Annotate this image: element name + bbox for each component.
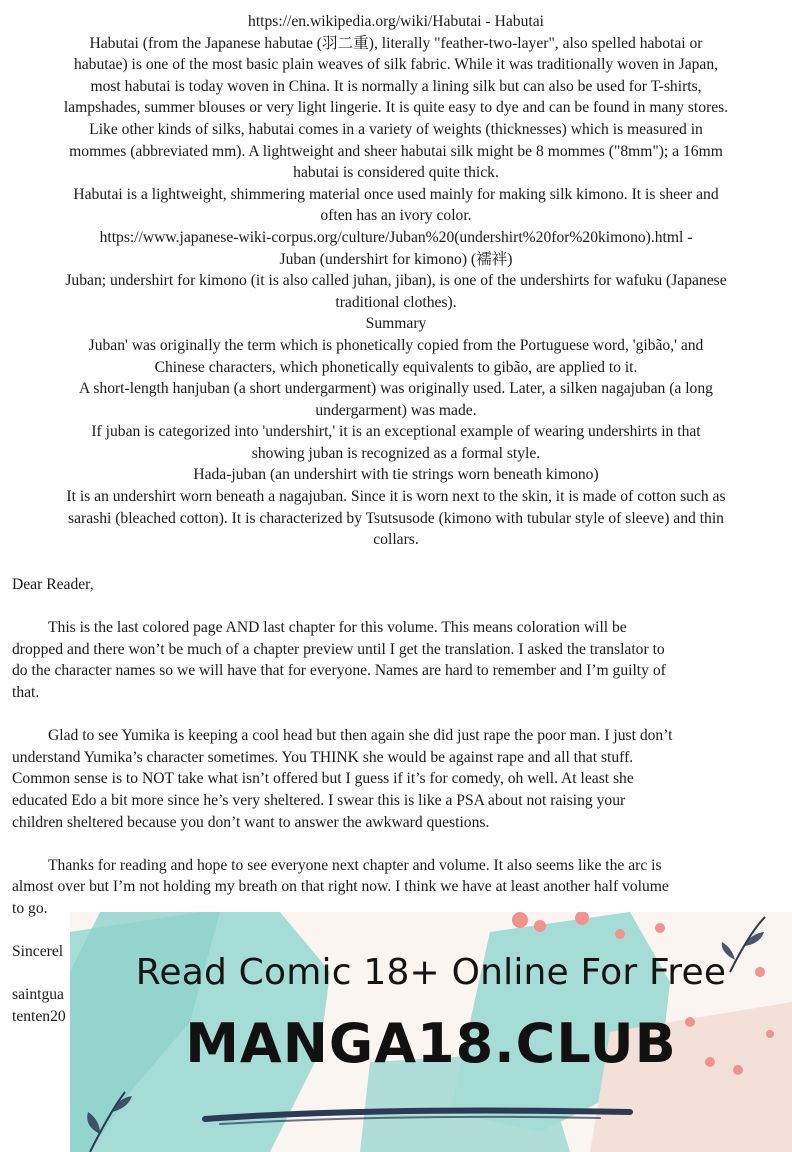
habutai-source-link[interactable]: https://en.wikipedia.org/wiki/Habutai - Habutai: [248, 13, 544, 30]
paragraph-gap: [12, 704, 780, 726]
letter-line: dropped and there won’t be much of a chapter preview until I get the translation. I asked the translator to: [12, 640, 665, 658]
juban-heading: Juban (undershirt for kimono) (襦袢): [279, 250, 513, 268]
text-line: most habutai is today woven in China. It is normally a lining silk but can also be used for T-shirts,: [90, 77, 702, 95]
letter-line: educated Edo a bit more since he’s very sheltered. I swear this is like a PSA about not raising your: [12, 791, 626, 809]
letter-line: do the character names so we will have that for everyone. Names are hard to remember and I’m guilty of: [12, 662, 666, 680]
text-line: Juban' was originally the term which is phonetically copied from the Portuguese word, 'gibão,' and: [88, 336, 704, 354]
text-line: lampshades, summer blouses or very light lingerie. It is quite easy to dye and can be found in many stores.: [63, 99, 729, 117]
text-line: traditional clothes).: [335, 293, 457, 311]
letter-line: to go.: [12, 899, 48, 917]
text-line: undergarment) was made.: [315, 401, 477, 419]
text-line: often has an ivory color.: [320, 207, 472, 225]
closing: Sincerel: [12, 943, 64, 961]
letter-line: children sheltered because you don’t want to answer the awkward questions.: [12, 813, 490, 831]
hada-juban-heading: Hada-juban (an undershirt with tie strings worn beneath kimono): [193, 466, 599, 484]
letter-line: This is the last colored page AND last chapter for this volume. This means coloration will be: [48, 619, 627, 637]
letter-line: almost over but I’m not holding my breath on that right now. I think we have at least another half volume: [12, 878, 669, 896]
signature-line: saintgua: [12, 986, 64, 1004]
text-line: Chinese characters, which phonetically equivalents to gibão, are applied to it.: [154, 358, 638, 376]
text-line: If juban is categorized into 'undershirt,' it is an exceptional example of wearing undershirts in that: [91, 423, 701, 441]
banner-site-name[interactable]: MANGA18.CLUB: [185, 1012, 677, 1075]
promo-banner[interactable]: [70, 912, 792, 1152]
letter-line: Thanks for reading and hope to see everyone next chapter and volume. It also seems like the arc is: [48, 856, 662, 874]
letter-line: Glad to see Yumika is keeping a cool head but then again she did just rape the poor man. I just don’t: [48, 727, 673, 745]
text-line: Juban; undershirt for kimono (it is also called juhan, jiban), is one of the undershirts for wafuku (Japanese: [65, 272, 727, 290]
reference-notes: [10, 11, 782, 551]
text-line: habutai is considered quite thick.: [293, 164, 499, 182]
signature-line: tenten20: [12, 1007, 66, 1025]
banner-tagline[interactable]: Read Comic 18+ Online For Free: [135, 952, 727, 993]
letter-line: that.: [12, 683, 40, 701]
text-line: It is an undershirt worn beneath a nagajuban. Since it is worn next to the skin, it is made of cotton such as: [66, 488, 726, 506]
summary-heading: Summary: [365, 315, 427, 333]
text-line: Habutai (from the Japanese habutae (羽二重), literally "feather-two-layer", also spelled habotai or: [89, 34, 703, 52]
letter-line: Common sense is to NOT take what isn’t offered but I guess if it’s for comedy, oh well. At least she: [12, 770, 634, 788]
juban-source-link[interactable]: https://www.japanese-wiki-corpus.org/culture/Juban%20(undershirt%20for%20kimono).html -: [99, 228, 693, 246]
text-line: showing juban is recognized as a formal style.: [251, 444, 541, 462]
text-line: A short-length hanjuban (a short undergarment) was originally used. Later, a silken nagajuban (a long: [79, 380, 713, 398]
text-line: sarashi (bleached cotton). It is characterized by Tsutsusode (kimono with tubular style of sleeve) and thin: [68, 509, 724, 527]
text-line: mommes (abbreviated mm). A lightweight and sheer habutai silk might be 8 mommes ("8mm"); a 16mm: [69, 142, 723, 160]
letter-line: understand Yumika’s character sometimes. You THINK she would be against rape and all that stuff.: [12, 748, 634, 766]
paragraph-gap: [12, 596, 780, 618]
salutation: Dear Reader,: [12, 576, 94, 593]
text-line: Like other kinds of silks, habutai comes in a variety of weights (thicknesses) which is measured in: [89, 120, 703, 138]
paragraph-gap: [12, 833, 780, 855]
text-line: Habutai is a lightweight, shimmering material once used mainly for making silk kimono. It is sheer and: [73, 185, 719, 203]
text-line: collars.: [373, 531, 419, 549]
text-line: habutae) is one of the most basic plain weaves of silk fabric. While it was traditionally woven in Japan,: [73, 56, 719, 74]
